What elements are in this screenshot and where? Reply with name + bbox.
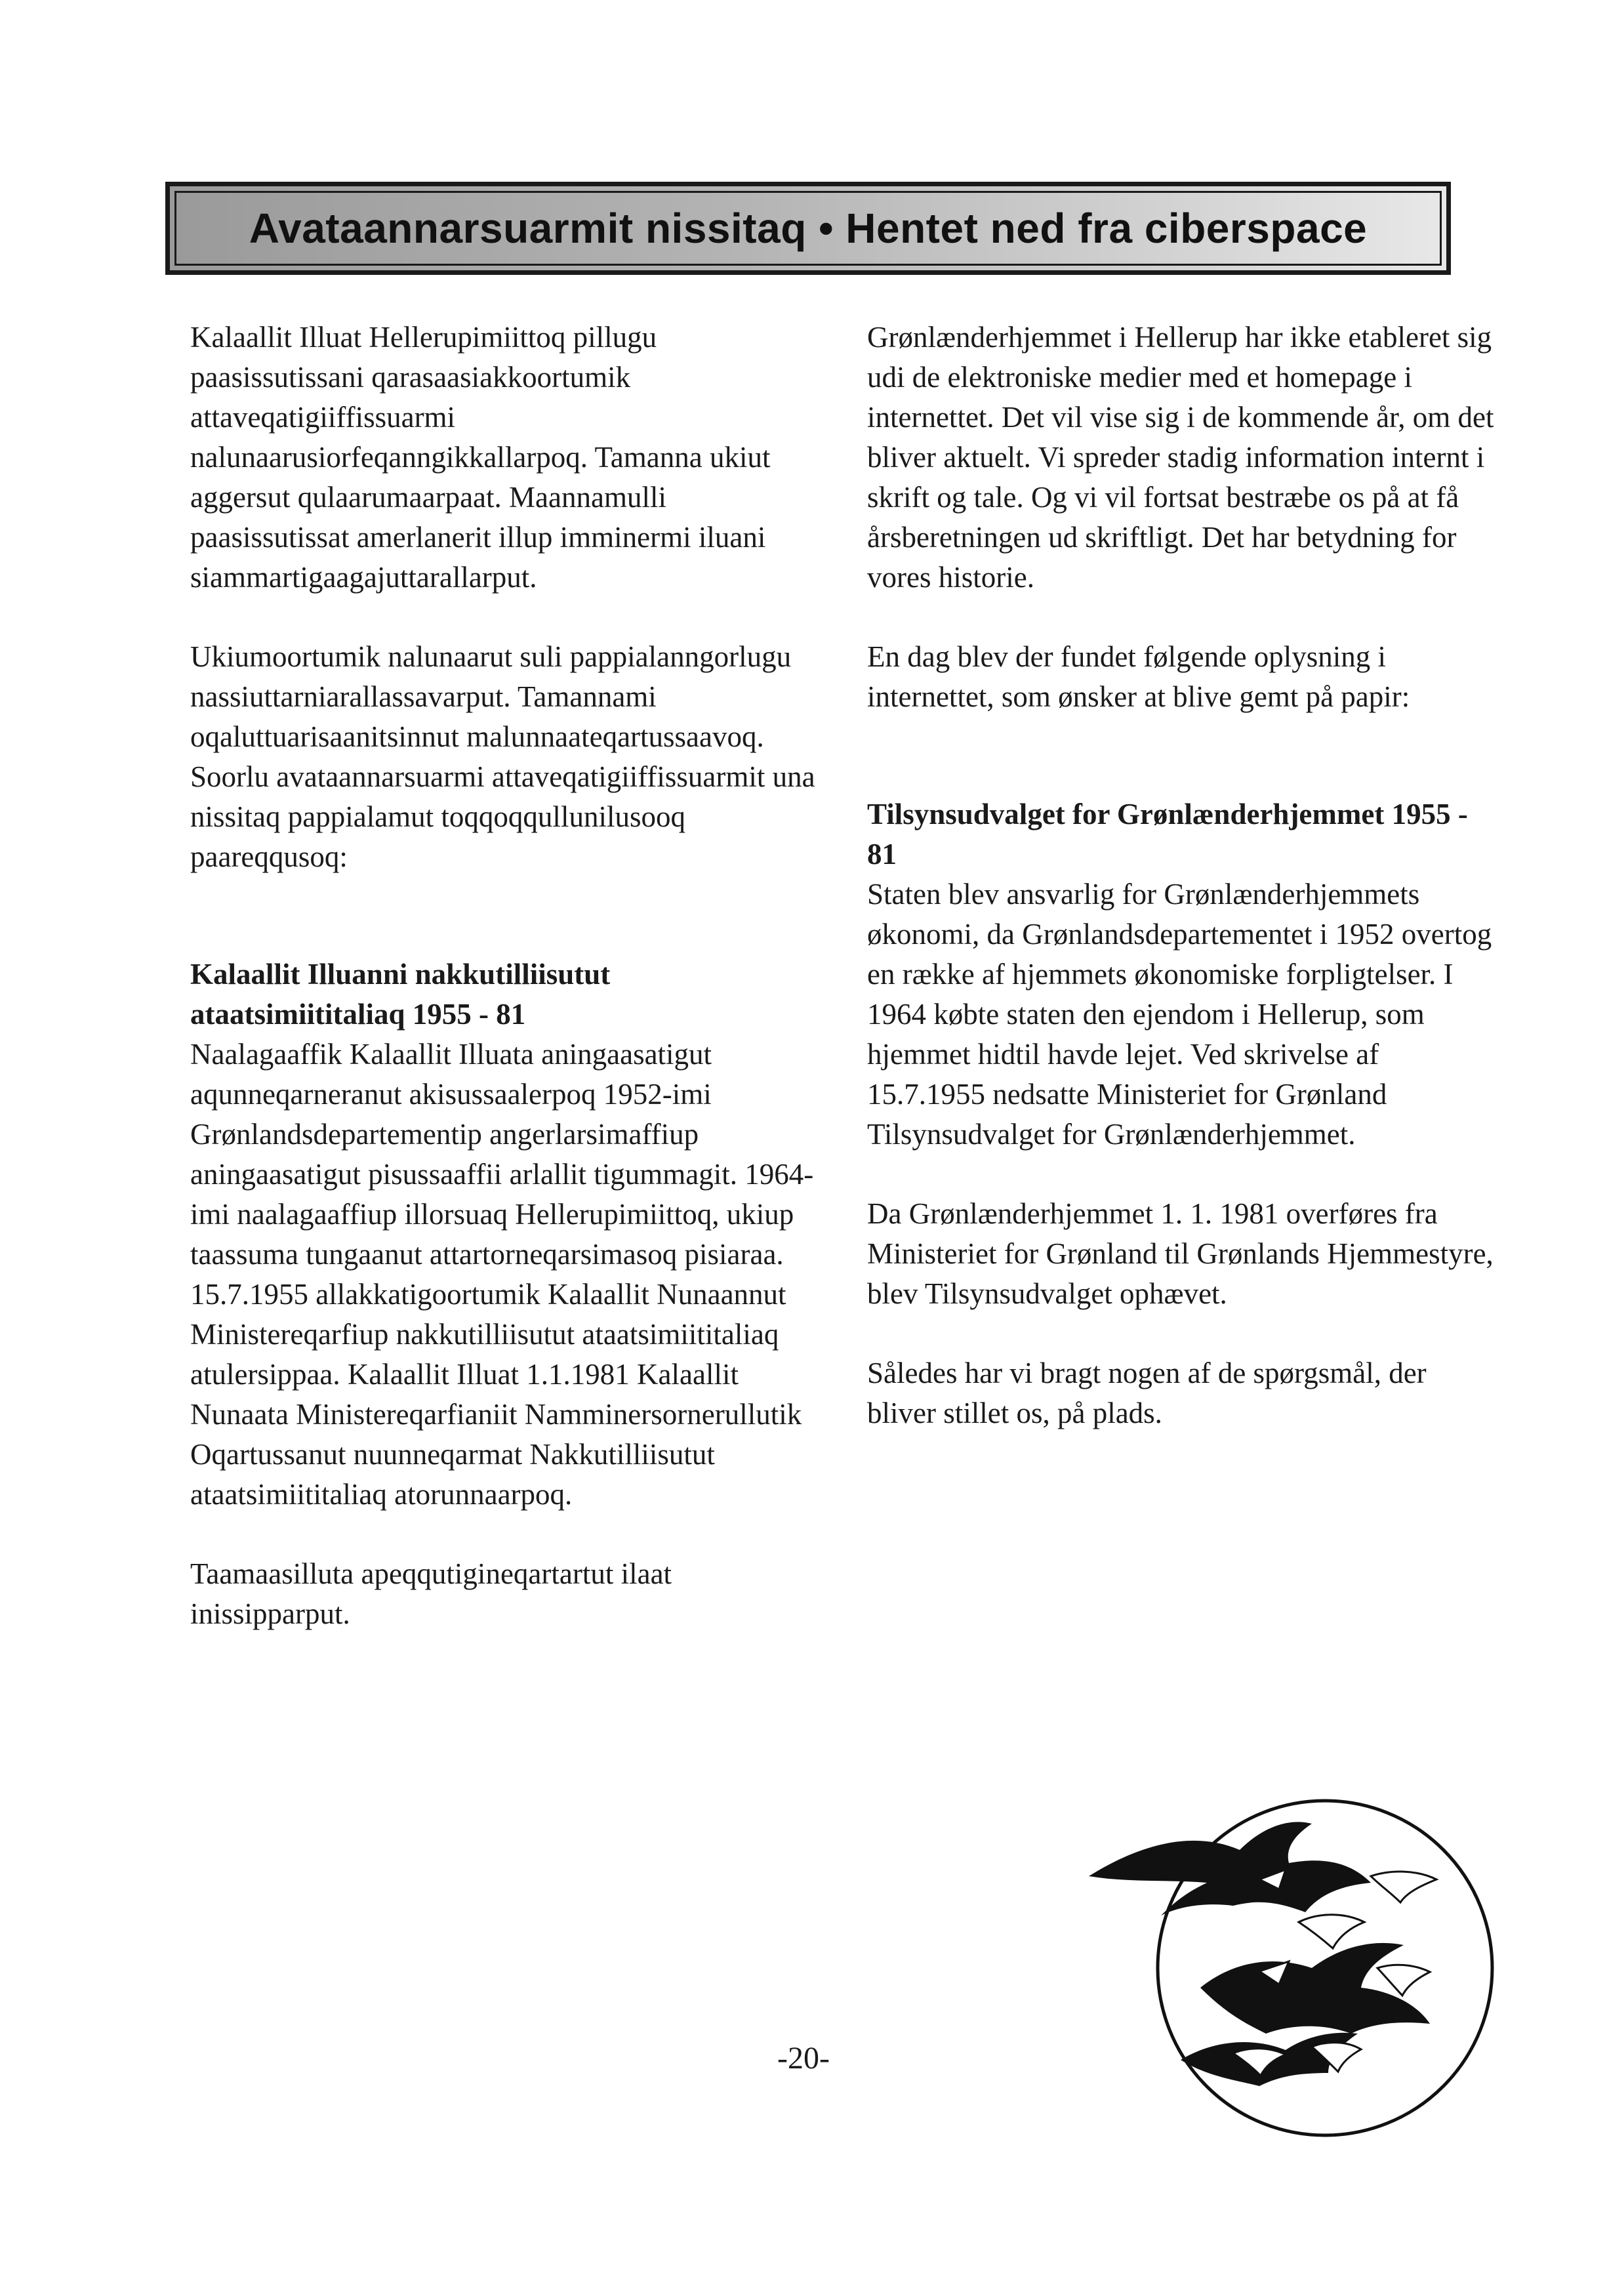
birds-globe-icon — [1063, 1771, 1509, 2139]
page-number: -20- — [777, 2041, 830, 2076]
left-paragraph-2: Ukiumoortumik nalunaarut suli pappialanngorlugu nassiuttarniarallassavarput. Tamannami oqaluttuarisaanitsinnut malunnaateqartussaavoq. Soorlu avataannarsuarmi attaveqatigiiffissuarmit una nissitaq pappialamut toqqoqqullunilusooq paareqqusoq: — [190, 640, 815, 873]
right-paragraph-2: En dag blev der fundet følgende oplysning i internettet, som ønsker at blive gemt på papir: — [867, 640, 1410, 713]
right-paragraph-1: Grønlænderhjemmet i Hellerup har ikke etableret sig udi de elektroniske medier med et homepage i internettet. Det vil vise sig i de kommende år, om det bliver aktuelt. Vi spreder stadig information internt i skrift og tale. Og vi vil fortsat bestræbe os på at få årsberetningen ud skriftligt. Det har betydning for vores historie. — [867, 321, 1494, 594]
left-paragraph-1: Kalaallit Illuat Hellerupimiittoq pillugu paasissutissani qarasaasiakkoortumik attaveqatigiiffissuarmi nalunaarusiorfeqanngikkallarpoq. Tamanna ukiut aggersut qulaarumaarpaat. Maannamulli paasissutissat amerlanerit illup imminermi iluani siammartigaagajuttarallarput. — [190, 321, 771, 594]
right-section — [867, 794, 1497, 1155]
banner-title: Avataannarsuarmit nissitaq • Hentet ned fra ciberspace — [249, 205, 1368, 252]
left-section — [190, 954, 820, 1515]
right-paragraph-4: Da Grønlænderhjemmet 1. 1. 1981 overføres fra Ministeriet for Grønland til Grønlands Hjemmestyre, blev Tilsynsudvalget ophævet. — [867, 1197, 1494, 1310]
right-column — [867, 318, 1497, 1433]
header-banner — [165, 182, 1451, 275]
right-paragraph-5: Således har vi bragt nogen af de spørgsmål, der bliver stillet os, på plads. — [867, 1357, 1427, 1429]
left-section-body: Naalagaaffik Kalaallit Illuata aningaasatigut aqunneqarneranut akisussaalerpoq 1952-imi Grønlandsdepartementip angerlarsimaffiup aningaasatigut pisussaaffii arlallit tigummagit. 1964-imi naalagaaffiup illorsuaq Hellerupimiittoq, ukiup taassuma tungaanut attartorneqarsimasoq pisiaraa. 15.7.1955 allakkatigoortumik Kalaallit Nunaannut Ministereqarfiup nakkutilliisutut ataatsimiititaliaq atulersippaa. Kalaallit Illuat 1.1.1981 Kalaallit Nunaata Ministereqarfianiit Namminersornerullutik Oqartussanut nuunneqarmat Nakkutilliisutut ataatsimiititaliaq atorunnaarpoq. — [190, 1038, 814, 1511]
right-section-title: Tilsynsudvalget for Grønlænderhjemmet 1955 - 81 — [867, 798, 1468, 871]
left-column — [190, 318, 820, 1634]
right-section-body: Staten blev ansvarlig for Grønlænderhjemmets økonomi, da Grønlandsdepartementet i 1952 overtog en række af hjemmets økonomiske forpligtelser. I 1964 købte staten den ejendom i Hellerup, som hjemmet hidtil havde lejet. Ved skrivelse af 15.7.1955 nedsatte Ministeriet for Grønland Tilsynsudvalget for Grønlænderhjemmet. — [867, 878, 1492, 1151]
left-paragraph-4: Taamaasilluta apeqqutigineqartartut ilaat inissipparput. — [190, 1557, 672, 1630]
left-section-title: Kalaallit Illuanni nakkutilliisutut ataatsimiititaliaq 1955 - 81 — [190, 958, 611, 1031]
